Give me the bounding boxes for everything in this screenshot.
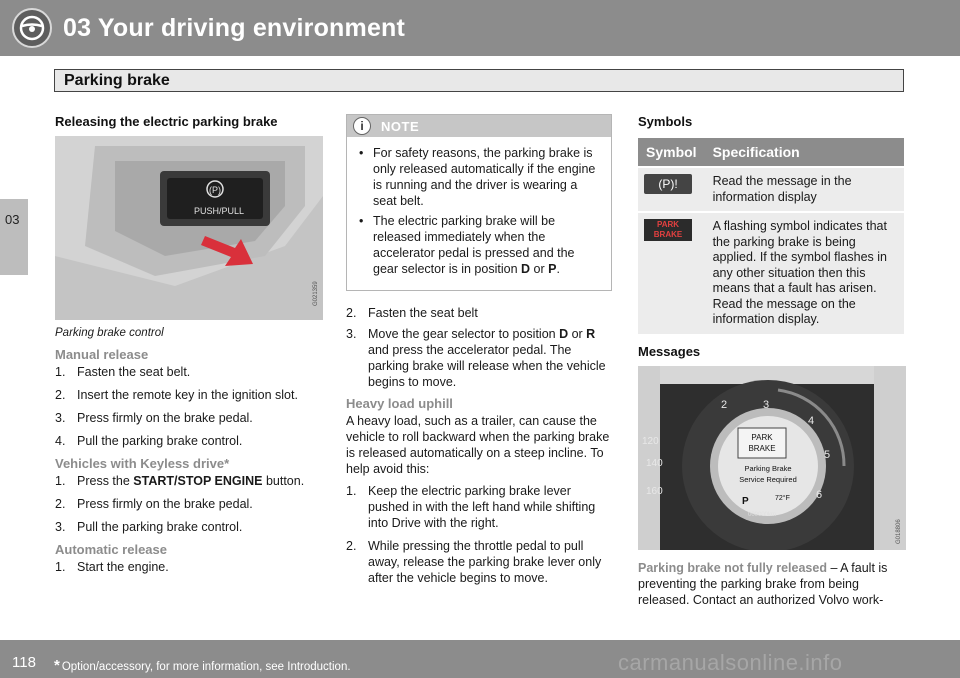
cluster-photo-code: G018806 bbox=[896, 518, 902, 544]
table-row bbox=[638, 168, 904, 211]
list-item: 1. Keep the electric parking brake lever pushed in with the left hand while shifting into Drive with the right. bbox=[346, 484, 596, 530]
heavy-load-heading: Heavy load uphill bbox=[346, 396, 453, 411]
column-left bbox=[55, 114, 323, 582]
parking-brake-control-photo bbox=[55, 136, 323, 320]
table-header-symbol: Symbol bbox=[638, 138, 705, 166]
list-item: 3. Pull the parking brake control. bbox=[55, 520, 243, 534]
keyless-heading: Vehicles with Keyless drive* bbox=[55, 456, 230, 471]
note-header bbox=[347, 115, 611, 137]
list-item: 2. Insert the remote key in the ignition slot. bbox=[55, 388, 298, 402]
parking-brake-photo-illustration bbox=[55, 136, 323, 320]
symbol-cell bbox=[638, 213, 705, 334]
footnote bbox=[54, 657, 351, 674]
note-box bbox=[346, 114, 612, 291]
list-item: 1. Fasten the seat belt. bbox=[55, 365, 191, 379]
symbols-table bbox=[638, 136, 904, 336]
note-body bbox=[347, 137, 611, 290]
section-title: Parking brake bbox=[64, 72, 170, 89]
note-bullet: • For safety reasons, the parking brake is only released automatically if the engine is running and the driver is wearing a seat belt. bbox=[359, 146, 596, 208]
heavy-load-steps bbox=[346, 483, 612, 586]
instrument-cluster-illustration bbox=[638, 366, 906, 550]
note-bullet: • The electric parking brake will be released immediately when the accelerator pedal is pressed and the gear selector is in position D or P. bbox=[359, 214, 575, 276]
chapter-side-tab bbox=[0, 199, 28, 275]
message-text: – A fault is preventing the parking brake from being released. Contact an authorized Volvo work- bbox=[638, 560, 888, 607]
photo-p-symbol: (P) bbox=[209, 185, 221, 195]
cluster-message-line1: Parking Brake bbox=[744, 463, 792, 473]
cluster-gear: P bbox=[742, 495, 749, 507]
page-footer bbox=[0, 640, 960, 678]
list-item: 4. Pull the parking brake control. bbox=[55, 434, 243, 448]
page-number: 118 bbox=[12, 654, 36, 671]
list-item: 3. Move the gear selector to position D or R and press the accelerator pedal. The parking brake will release when the vehicle begins to move. bbox=[346, 327, 606, 389]
column-right bbox=[638, 114, 906, 614]
keyless-steps bbox=[55, 473, 323, 535]
photo-caption: Parking brake control bbox=[55, 327, 164, 339]
instrument-cluster-photo bbox=[638, 366, 906, 550]
table-header-row bbox=[638, 138, 904, 166]
photo-push-pull-label: PUSH/PULL bbox=[194, 206, 245, 216]
tick-label: 4 bbox=[808, 414, 815, 427]
table-header-spec: Specification bbox=[705, 138, 904, 166]
side-tab-label: 03 bbox=[5, 212, 20, 227]
footnote-star: * bbox=[54, 657, 60, 674]
tick-label: 120 bbox=[642, 435, 659, 447]
tick-label: 160 bbox=[646, 485, 663, 497]
message-subheading: Parking brake not fully released bbox=[638, 560, 827, 575]
tick-label: 140 bbox=[646, 457, 663, 469]
automatic-release-heading: Automatic release bbox=[55, 542, 167, 557]
cluster-temp: 72°F bbox=[775, 494, 790, 502]
parking-brake-warning-icon: (P)! bbox=[644, 174, 692, 194]
park-brake-icon: PARK BRAKE bbox=[644, 219, 692, 241]
message-paragraph bbox=[638, 560, 906, 608]
symbol-cell bbox=[638, 168, 705, 211]
heavy-load-text: A heavy load, such as a trailer, can cause the vehicle to roll backward when the parking brake is released automatically on a steep incline. To help avoid this: bbox=[346, 414, 610, 476]
spec-cell: A flashing symbol indicates that the parking brake is being applied. If the symbol flashes in any other situation then this means that a fault has arisen. Read the message on the information display. bbox=[705, 213, 904, 334]
list-item: 2. While pressing the throttle pedal to pull away, release the parking brake lever only after the vehicle begins to move. bbox=[346, 539, 602, 585]
table-row bbox=[638, 213, 904, 334]
section-bar bbox=[54, 69, 904, 92]
spec-cell: Read the message in the information display bbox=[705, 168, 904, 211]
list-item: 2. Fasten the seat belt bbox=[346, 306, 478, 320]
list-item: 1. Press the START/STOP ENGINE button. bbox=[55, 474, 305, 488]
chapter-title: 03 Your driving environment bbox=[63, 14, 406, 42]
tick-label: 3 bbox=[763, 398, 770, 411]
cluster-odometer: 000000km bbox=[748, 511, 777, 518]
manual-release-heading: Manual release bbox=[55, 347, 149, 362]
footnote-text: Option/accessory, for more information, see Introduction. bbox=[61, 661, 351, 673]
releasing-heading: Releasing the electric parking brake bbox=[55, 114, 278, 129]
info-icon: i bbox=[353, 117, 371, 135]
chapter-header bbox=[0, 0, 960, 56]
cluster-brake-line: BRAKE bbox=[748, 443, 776, 453]
svg-text:carmanualsonline.info: carmanualsonline.info bbox=[618, 650, 843, 675]
steering-wheel-icon bbox=[12, 8, 52, 48]
watermark bbox=[618, 648, 948, 676]
photo-code: G021359 bbox=[313, 281, 319, 306]
manual-release-steps bbox=[55, 364, 323, 449]
watermark-logo bbox=[618, 648, 948, 676]
symbols-heading: Symbols bbox=[638, 114, 693, 129]
list-item: 2. Press firmly on the brake pedal. bbox=[55, 497, 253, 511]
automatic-release-steps-cont bbox=[346, 305, 612, 390]
automatic-release-steps bbox=[55, 559, 323, 575]
list-item: 3. Press firmly on the brake pedal. bbox=[55, 411, 253, 425]
cluster-message-line2: Service Required bbox=[739, 474, 797, 484]
tick-label: 6 bbox=[816, 488, 823, 501]
list-item: 1. Start the engine. bbox=[55, 560, 169, 574]
tick-label: 5 bbox=[824, 448, 831, 461]
column-middle bbox=[346, 114, 612, 593]
note-label: NOTE bbox=[381, 119, 420, 134]
messages-heading: Messages bbox=[638, 343, 701, 359]
cluster-park-line: PARK bbox=[751, 432, 773, 442]
tick-label: 2 bbox=[721, 398, 728, 411]
